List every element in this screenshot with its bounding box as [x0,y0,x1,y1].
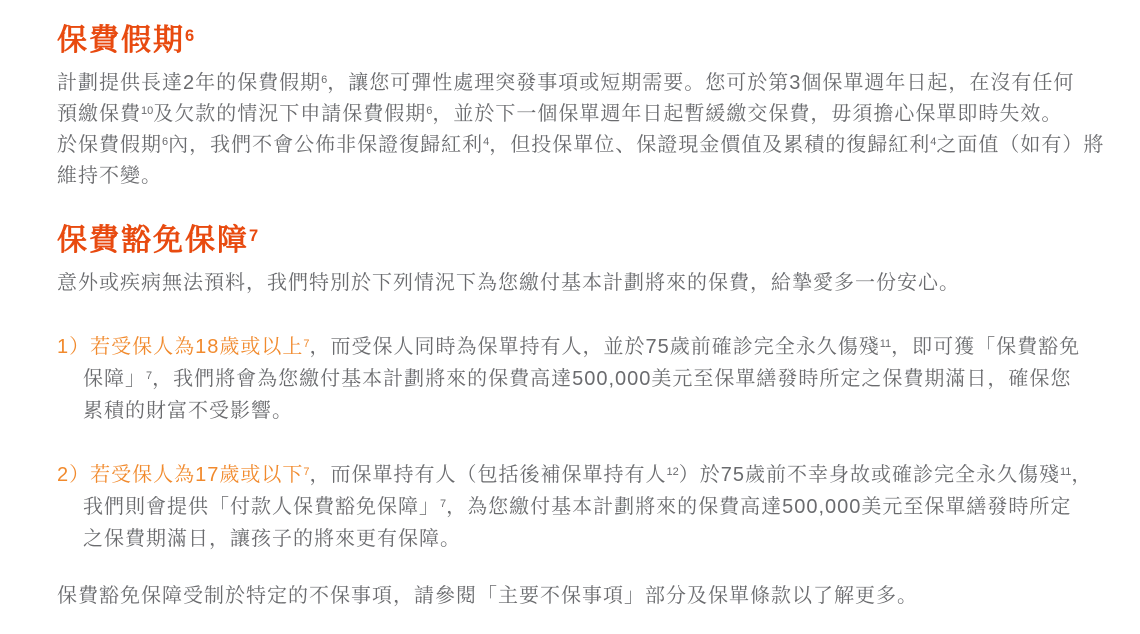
text-run: 保費假期 [57,24,185,57]
footnote-superscript: 7 [303,465,310,478]
text-line [57,459,1093,491]
premium-holiday-paragraph [57,68,1105,192]
text-run: ， [1071,464,1093,486]
text-run: ，即可獲「保費豁免 [891,336,1081,358]
footnote-superscript: 7 [249,226,259,245]
text-line [57,491,1090,523]
section-premium-waiver [57,224,1093,612]
text-run: 保障」 [83,368,146,390]
text-run: ，而保單持有人（包括後補保單持有人 [309,464,667,486]
footnote-superscript: 6 [321,73,328,86]
footnote-superscript: 7 [146,369,153,382]
section-premium-holiday [57,24,1105,192]
footnote-superscript: 12 [666,465,679,478]
footnote-superscript: 11 [1060,465,1072,478]
text-run: 計劃提供長達2年的保費假期 [57,72,322,94]
text-run: ，讓您可彈性處理突發事項或短期需要。您可於第3個保單週年日起，在沒有任何 [327,72,1075,94]
premium-holiday-title [57,24,1090,58]
text-run: 預繳保費 [57,103,141,125]
premium-waiver-intro [57,268,1090,299]
footnote-superscript: 4 [930,135,937,148]
text-run: ）於75歲前不幸身故或確診完全永久傷殘 [678,464,1060,486]
text-line [57,331,1090,363]
footnote-superscript: 7 [440,497,447,510]
text-line [57,99,1090,130]
text-run: 保費豁免保障受制於特定的不保事項，請參閱「主要不保事項」部分及保單條款以了解更多。 [57,585,918,607]
footnote-superscript: 6 [162,135,169,148]
text-run: ，但投保單位、保證現金價值及累積的復歸紅利 [489,134,931,156]
footnote-superscript: 7 [303,337,310,350]
premium-waiver-title [57,224,1090,258]
text-run: ，而受保人同時為保單持有人，並於75歲前確診完全永久傷殘 [309,336,880,358]
text-line [57,68,1090,99]
footnote-superscript: 4 [483,135,490,148]
text-run: 我們則會提供「付款人保費豁免保障」 [83,496,440,518]
footnote-superscript: 6 [185,26,195,45]
text-run: 維持不變。 [57,165,162,187]
text-line [57,130,1105,161]
text-run: ，並於下一個保單週年日起暫緩繳交保費，毋須擔心保單即時失效。 [432,103,1063,125]
text-run: 累積的財富不受影響。 [83,400,293,422]
text-line [57,581,1090,612]
text-line [57,161,1090,192]
exclusions-note [57,581,1090,612]
footnote-superscript: 6 [426,104,433,117]
footnote-superscript: 11 [879,337,892,350]
text-line [57,395,1090,427]
text-run: 及欠款的情況下申請保費假期 [153,103,427,125]
text-run: 之保費期滿日，讓孩子的將來更有保障。 [83,528,461,550]
waiver-condition-item-1 [57,331,1090,427]
text-run: 之面值（如有）將 [936,134,1105,156]
footnote-superscript: 10 [141,104,154,117]
text-run: 於保費假期 [57,134,162,156]
text-run: ，為您繳付基本計劃將來的保費高達500,000美元至保單繕發時所定 [446,496,1072,518]
text-run: ，我們將會為您繳付基本計劃將來的保費高達500,000美元至保單繕發時所定之保費期滿日，確保您 [152,368,1072,390]
text-run: 意外或疾病無法預料，我們特別於下列情況下為您繳付基本計劃將來的保費，給摯愛多一份安心。 [57,272,960,294]
text-run: 1）若受保人為18歲或以上 [57,336,304,358]
waiver-condition-item-2 [57,459,1093,555]
text-line [57,268,1090,299]
text-line [57,363,1090,395]
text-line [57,523,1090,555]
text-run: 保費豁免保障 [57,224,249,257]
text-run: 內，我們不會公佈非保證復歸紅利 [168,134,484,156]
text-run: 2）若受保人為17歲或以下 [57,464,304,486]
